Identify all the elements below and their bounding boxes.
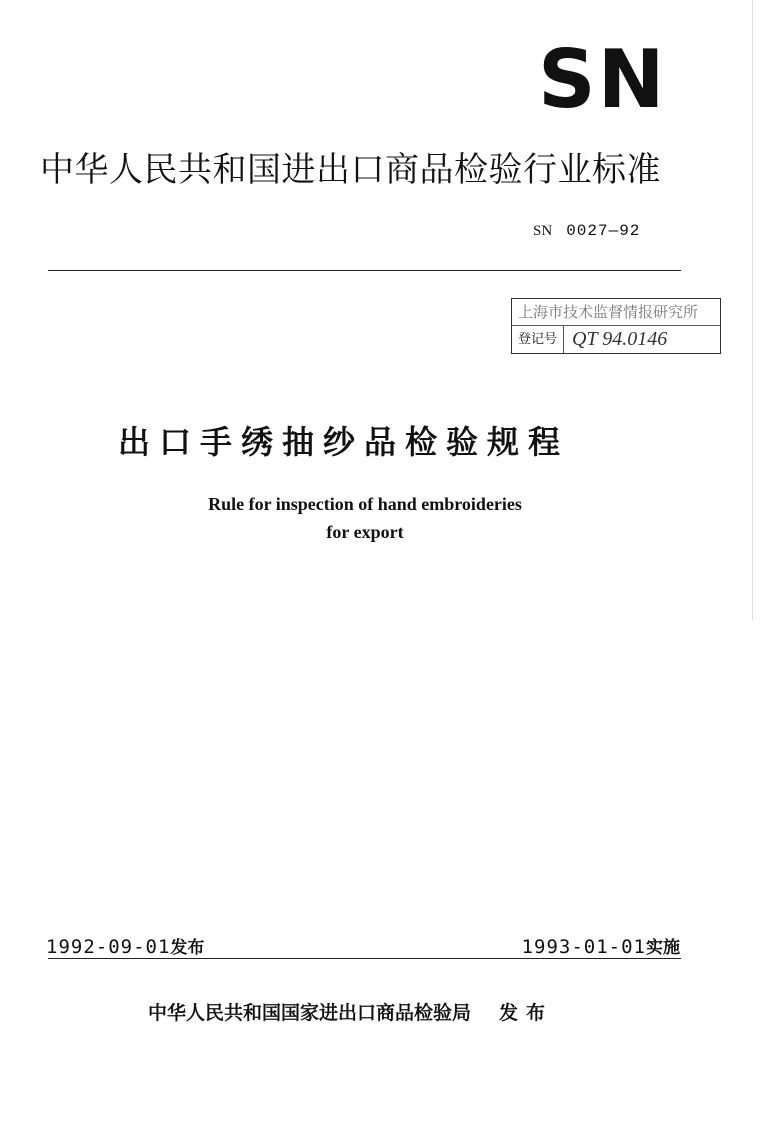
- standard-code: 0027—92: [566, 222, 641, 240]
- title-en-line2: for export: [326, 522, 404, 542]
- implementation-date-value: 1993-01-01: [521, 936, 646, 958]
- scan-edge: [752, 0, 753, 620]
- standard-category-title: 中华人民共和国进出口商品检验行业标准: [40, 150, 661, 190]
- document-title-en: [100, 490, 630, 546]
- bottom-divider: [48, 958, 681, 959]
- standard-prefix: SN: [533, 223, 553, 239]
- top-divider: [48, 270, 681, 271]
- title-en-line1: Rule for inspection of hand embroideries: [208, 494, 522, 514]
- implementation-date: [522, 933, 680, 958]
- stamp-label: 登记号: [512, 326, 564, 353]
- issuer-name: 中华人民共和国国家进出口商品检验局: [148, 1002, 472, 1024]
- issuer: [148, 998, 553, 1025]
- document-title-cn: 出口手绣抽纱品检验规程: [118, 423, 570, 461]
- implementation-date-suffix: 实施: [646, 938, 680, 958]
- issue-date-suffix: 发布: [170, 938, 205, 958]
- registration-stamp: [511, 298, 721, 354]
- stamp-code: QT 94.0146: [572, 328, 668, 350]
- issuer-action: 发布: [499, 1002, 554, 1024]
- issue-date: [46, 933, 204, 958]
- stamp-organization: 上海市技术监督情报研究所: [512, 299, 720, 326]
- standard-number: [533, 220, 640, 240]
- issue-date-value: 1992-09-01: [46, 936, 171, 958]
- sn-logo: SN: [538, 33, 667, 126]
